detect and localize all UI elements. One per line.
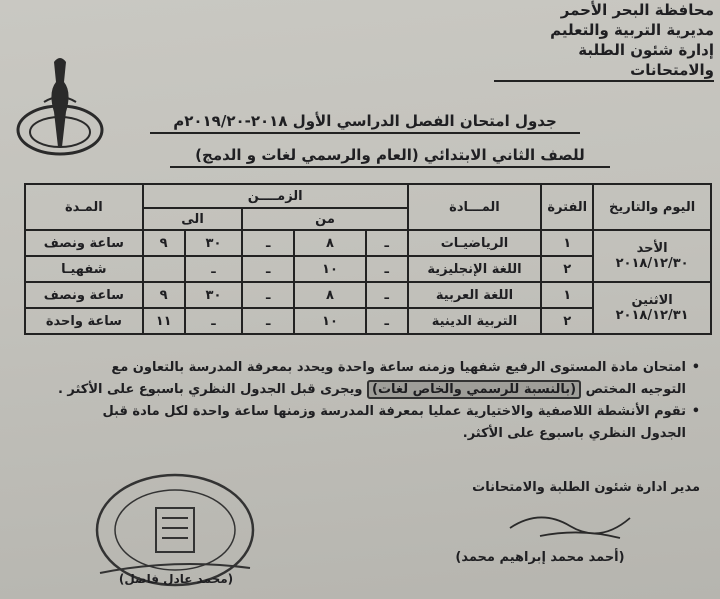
governorate-name: محافظة البحر الأحمر <box>560 1 714 19</box>
subject-cell: اللغة الإنجليزية <box>408 256 542 282</box>
duration-cell: ساعة واحدة <box>25 308 143 334</box>
from-minute-cell: ـ <box>242 308 294 334</box>
schedule-title: جدول امتحان الفصل الدراسي الأول ٢٠١٨-٢٠١٩/٢٠م <box>150 112 580 134</box>
table-row <box>25 282 711 308</box>
dash-cell: ـ <box>366 308 408 334</box>
from-hour-cell: ٨ <box>294 230 366 256</box>
to-hour-cell: ١١ <box>143 308 185 334</box>
day-name: الأحد <box>636 241 668 256</box>
duration-cell: ساعة ونصف <box>25 282 143 308</box>
signature-title: مدير ادارة شئون الطلبة والامتحانات <box>472 480 700 495</box>
grade-subtitle: للصف الثاني الابتدائي (العام والرسمي لغات و الدمج) <box>170 146 610 168</box>
notes-section <box>24 357 700 445</box>
header-to: الى <box>143 208 243 230</box>
period-cell: ٢ <box>541 256 593 282</box>
to-hour-cell: ٩ <box>143 230 185 256</box>
header-period: الفترة <box>541 184 593 230</box>
duration-cell: شفهيـا <box>25 256 143 282</box>
stamp-signatory: (محمد عادل فاضل) <box>118 572 234 586</box>
from-minute-cell: ـ <box>242 256 294 282</box>
header-time: الزمــــن <box>143 184 408 208</box>
note-item <box>24 357 700 401</box>
to-minute-cell: ٣٠ <box>185 282 243 308</box>
note-text: ويجرى قبل الجدول النظري باسبوع على الأكثر . <box>57 382 363 397</box>
dash-cell: ـ <box>366 282 408 308</box>
to-minute-cell: ـ <box>185 256 243 282</box>
table-row <box>25 230 711 256</box>
period-cell: ١ <box>541 230 593 256</box>
ministry-emblem <box>14 52 106 162</box>
from-hour-cell: ١٠ <box>294 308 366 334</box>
to-hour-cell <box>143 256 185 282</box>
note-text: امتحان مادة المستوى الرفيع شفهيا وزمنه ساعة واحدة ويحدد بمعرفة المدرسة بالتعاون مع <box>111 360 686 375</box>
dash-cell: ـ <box>366 256 408 282</box>
day-name: الاثنين <box>631 293 673 308</box>
subject-cell: التربية الدينية <box>408 308 542 334</box>
note-item <box>24 401 700 445</box>
note-text: تقوم الأنشطة اللاصفية والاختيارية عمليا بمعرفة المدرسة وزمنها ساعة واحدة لكل مادة قبل <box>102 404 686 419</box>
day-cell <box>593 230 711 282</box>
subject-cell: الرياضيـات <box>408 230 542 256</box>
handwritten-signature <box>500 498 650 546</box>
subject-cell: اللغة العربية <box>408 282 542 308</box>
period-cell: ١ <box>541 282 593 308</box>
day-cell <box>593 282 711 334</box>
from-minute-cell: ـ <box>242 230 294 256</box>
to-minute-cell: ـ <box>185 308 243 334</box>
to-hour-cell: ٩ <box>143 282 185 308</box>
header-day-date: اليوم والتاريخ <box>593 184 711 230</box>
department-name: إدارة شئون الطلبة والامتحانات <box>494 40 714 82</box>
exam-date: ٢٠١٨/١٢/٣١ <box>615 308 689 323</box>
exam-date: ٢٠١٨/١٢/٣٠ <box>615 256 689 271</box>
from-hour-cell: ١٠ <box>294 256 366 282</box>
duration-cell: ساعة ونصف <box>25 230 143 256</box>
header-duration: المـدة <box>25 184 143 230</box>
directorate-name: مديرية التربية والتعليم <box>550 21 714 39</box>
issuing-authority <box>494 0 714 82</box>
signatory-name: (أحمد محمد إبراهيم محمد) <box>455 550 625 565</box>
dash-cell: ـ <box>366 230 408 256</box>
exam-schedule-table <box>24 183 712 335</box>
from-hour-cell: ٨ <box>294 282 366 308</box>
period-cell: ٢ <box>541 308 593 334</box>
note-text: التوجيه المختص <box>585 382 686 397</box>
from-minute-cell: ـ <box>242 282 294 308</box>
note-text: الجدول النظري باسبوع على الأكثر. <box>462 426 686 441</box>
to-minute-cell: ٣٠ <box>185 230 243 256</box>
header-subject: المـــادة <box>408 184 542 230</box>
highlighted-note: (بالنسبة للرسمي والخاص لغات) <box>367 380 581 399</box>
header-from: من <box>242 208 407 230</box>
